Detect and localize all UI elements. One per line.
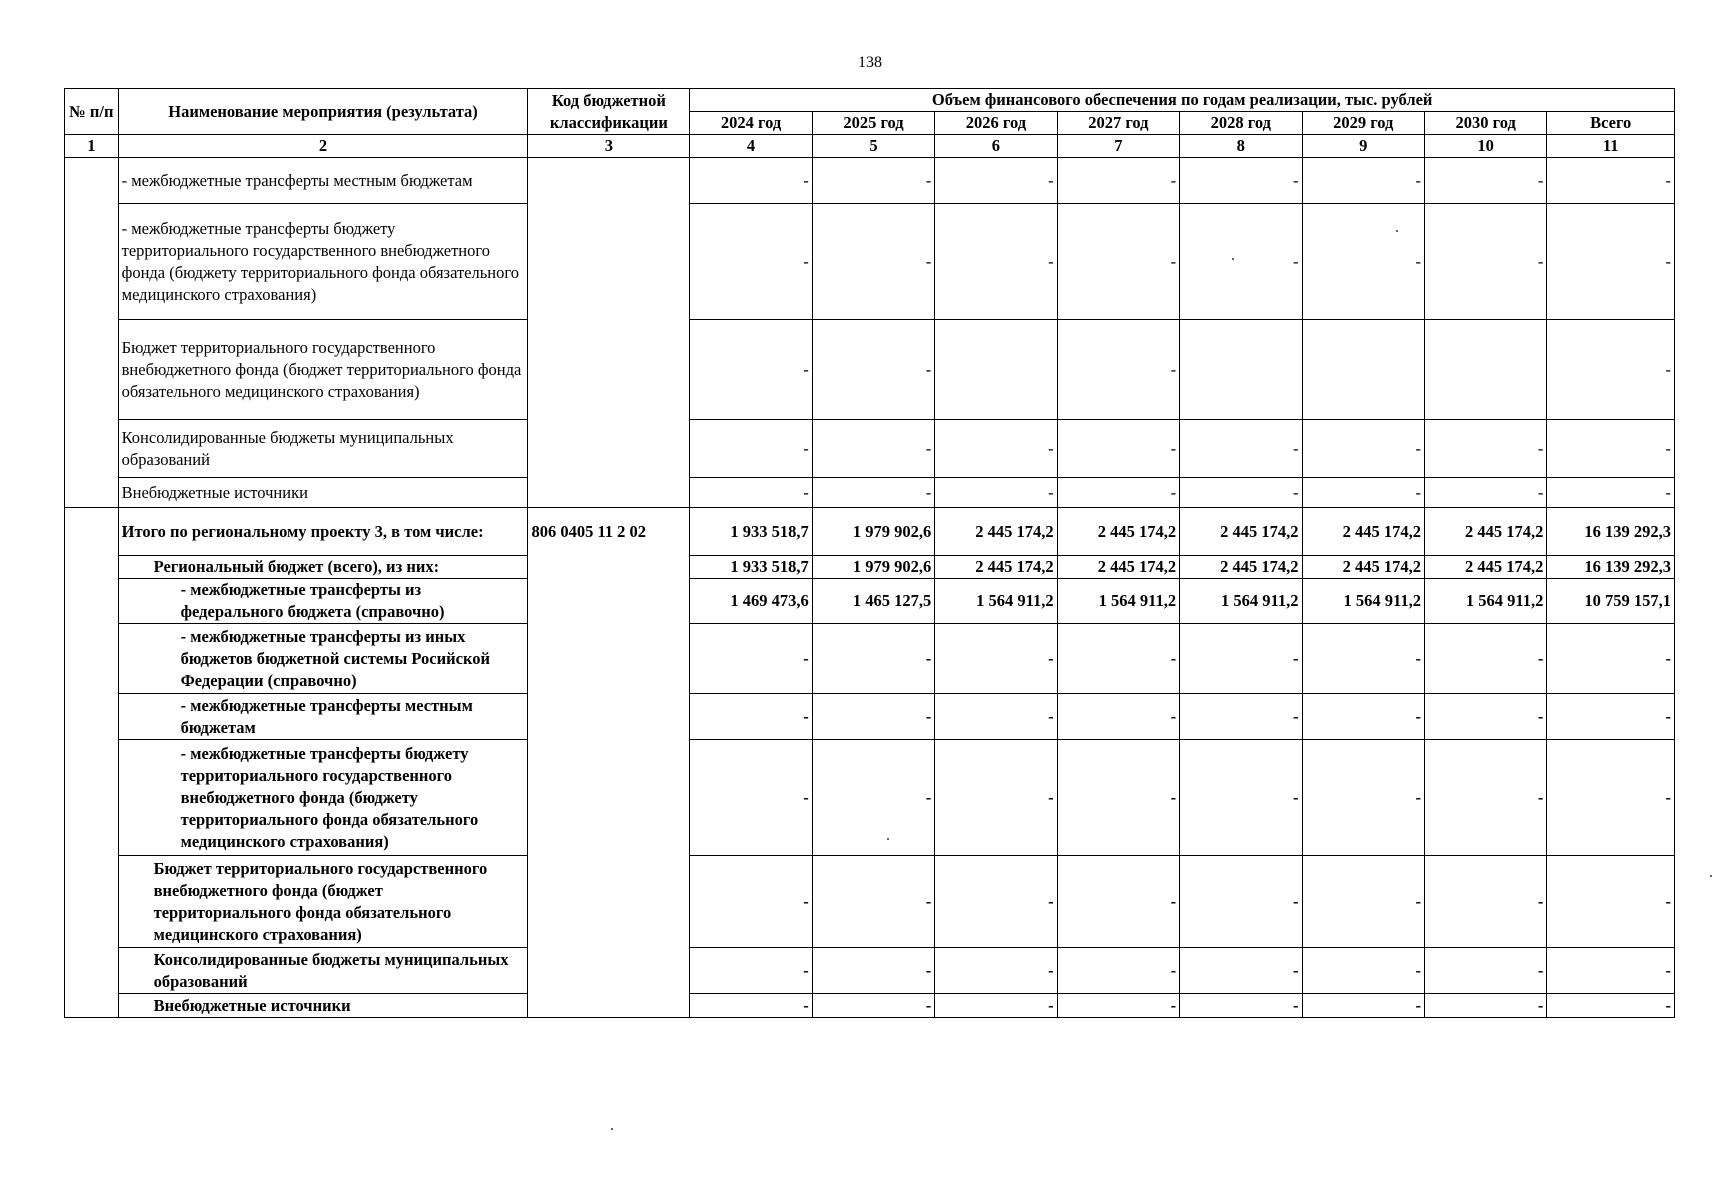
year-value: 1 979 902,6 bbox=[812, 508, 934, 556]
header-year: 2024 год bbox=[690, 112, 812, 135]
year-value: - bbox=[690, 948, 812, 994]
column-number: 5 bbox=[812, 135, 934, 158]
header-year: 2026 год bbox=[935, 112, 1057, 135]
total-value: - bbox=[1547, 994, 1675, 1018]
year-value: 2 445 174,2 bbox=[935, 508, 1057, 556]
row-label: - межбюджетные трансферты из иных бюджетов бюджетной системы Росийской Федерации (справочно) bbox=[118, 624, 528, 694]
year-value: - bbox=[1302, 740, 1424, 856]
year-value: - bbox=[1424, 994, 1546, 1018]
table-row bbox=[65, 420, 1675, 478]
header-name: Наименование мероприятия (результата) bbox=[118, 89, 528, 135]
year-value: - bbox=[1424, 694, 1546, 740]
row-number-cell bbox=[65, 508, 119, 1018]
year-value: 2 445 174,2 bbox=[1180, 556, 1302, 579]
total-value: - bbox=[1547, 948, 1675, 994]
table-row bbox=[65, 740, 1675, 856]
scan-speck bbox=[1710, 875, 1712, 877]
year-value: - bbox=[690, 994, 812, 1018]
column-number: 7 bbox=[1057, 135, 1179, 158]
total-value: - bbox=[1547, 158, 1675, 204]
budget-code-cell bbox=[528, 508, 690, 1018]
total-value: - bbox=[1547, 740, 1675, 856]
row-label: Консолидированные бюджеты муниципальных образований bbox=[118, 948, 528, 994]
year-value: - bbox=[812, 624, 934, 694]
year-value: 2 445 174,2 bbox=[1302, 508, 1424, 556]
year-value: - bbox=[1057, 694, 1179, 740]
year-value: 1 933 518,7 bbox=[690, 508, 812, 556]
year-value: - bbox=[1057, 420, 1179, 478]
row-label: - межбюджетные трансферты бюджету территориального государственного внебюджетного фонда (бюджету территориального фонда обязательного медицинского страхования) bbox=[118, 204, 528, 320]
year-value: - bbox=[1180, 856, 1302, 948]
year-value: 1 979 902,6 bbox=[812, 556, 934, 579]
year-value: 2 445 174,2 bbox=[1302, 556, 1424, 579]
year-value: - bbox=[1057, 204, 1179, 320]
total-value: - bbox=[1547, 856, 1675, 948]
row-label: Консолидированные бюджеты муниципальных образований bbox=[118, 420, 528, 478]
row-label: Итого по региональному проекту 3, в том числе: bbox=[118, 508, 528, 556]
year-value: 1 933 518,7 bbox=[690, 556, 812, 579]
row-label: - межбюджетные трансферты бюджету территориального государственного внебюджетного фонда (бюджету территориального фонда обязательного медицинского страхования) bbox=[118, 740, 528, 856]
year-value: - bbox=[935, 204, 1057, 320]
header-num: № п/п bbox=[65, 89, 119, 135]
year-value: - bbox=[1302, 624, 1424, 694]
year-value: 2 445 174,2 bbox=[1424, 556, 1546, 579]
year-value: - bbox=[935, 158, 1057, 204]
column-number-row bbox=[65, 135, 1675, 158]
header-year: 2027 год bbox=[1057, 112, 1179, 135]
bottom-section bbox=[65, 508, 1675, 1018]
header-funding: Объем финансового обеспечения по годам реализации, тыс. рублей bbox=[690, 89, 1675, 112]
year-value: - bbox=[1424, 948, 1546, 994]
year-value: - bbox=[812, 694, 934, 740]
year-value: - bbox=[812, 856, 934, 948]
column-number: 2 bbox=[118, 135, 528, 158]
year-value: 2 445 174,2 bbox=[1057, 556, 1179, 579]
year-value: - bbox=[1180, 624, 1302, 694]
scan-speck bbox=[1396, 230, 1398, 232]
year-value: - bbox=[1057, 740, 1179, 856]
total-value: - bbox=[1547, 420, 1675, 478]
table-row bbox=[65, 508, 1675, 556]
year-value: - bbox=[1302, 694, 1424, 740]
year-value: - bbox=[1424, 624, 1546, 694]
column-number: 10 bbox=[1424, 135, 1546, 158]
year-value: - bbox=[690, 694, 812, 740]
year-value: - bbox=[1424, 204, 1546, 320]
total-value: - bbox=[1547, 624, 1675, 694]
year-value: - bbox=[1057, 478, 1179, 508]
total-value: - bbox=[1547, 694, 1675, 740]
total-value: - bbox=[1547, 320, 1675, 420]
year-value: - bbox=[690, 204, 812, 320]
year-value: - bbox=[935, 994, 1057, 1018]
table-row bbox=[65, 948, 1675, 994]
year-value: - bbox=[690, 320, 812, 420]
year-value: 2 445 174,2 bbox=[1057, 508, 1179, 556]
row-number-cell bbox=[65, 158, 119, 508]
column-number: 1 bbox=[65, 135, 119, 158]
header-year: 2030 год bbox=[1424, 112, 1546, 135]
year-value: - bbox=[1057, 994, 1179, 1018]
year-value: 1 465 127,5 bbox=[812, 579, 934, 624]
year-value: - bbox=[935, 856, 1057, 948]
year-value: - bbox=[1302, 478, 1424, 508]
column-number: 6 bbox=[935, 135, 1057, 158]
year-value: - bbox=[812, 478, 934, 508]
year-value: - bbox=[1302, 158, 1424, 204]
year-value: - bbox=[690, 624, 812, 694]
column-number: 11 bbox=[1547, 135, 1675, 158]
year-value: - bbox=[812, 994, 934, 1018]
year-value: - bbox=[812, 420, 934, 478]
year-value: - bbox=[1180, 420, 1302, 478]
funding-table bbox=[64, 88, 1675, 1018]
header-code: Код бюджетной классификации bbox=[528, 89, 690, 135]
row-label: Внебюджетные источники bbox=[118, 478, 528, 508]
column-number: 9 bbox=[1302, 135, 1424, 158]
year-value: 1 469 473,6 bbox=[690, 579, 812, 624]
year-value: - bbox=[1180, 478, 1302, 508]
year-value: - bbox=[1424, 856, 1546, 948]
year-value: 2 445 174,2 bbox=[1424, 508, 1546, 556]
year-value: - bbox=[1180, 204, 1302, 320]
year-value: - bbox=[1180, 994, 1302, 1018]
table-row bbox=[65, 478, 1675, 508]
row-label: - межбюджетные трансферты из федерального бюджета (справочно) bbox=[118, 579, 528, 624]
year-value: - bbox=[1424, 740, 1546, 856]
year-value: - bbox=[1057, 948, 1179, 994]
year-value: - bbox=[1302, 948, 1424, 994]
budget-code-cell bbox=[528, 158, 690, 508]
year-value bbox=[1424, 320, 1546, 420]
year-value: 2 445 174,2 bbox=[935, 556, 1057, 579]
year-value: 2 445 174,2 bbox=[1180, 508, 1302, 556]
year-value: - bbox=[1424, 478, 1546, 508]
year-value: - bbox=[812, 204, 934, 320]
year-value: - bbox=[812, 158, 934, 204]
header-total: Всего bbox=[1547, 112, 1675, 135]
row-label: Бюджет территориального государственного внебюджетного фонда (бюджет территориального фонда обязательного медицинского страхования) bbox=[118, 856, 528, 948]
table-row bbox=[65, 579, 1675, 624]
row-label: Внебюджетные источники bbox=[118, 994, 528, 1018]
row-label: Региональный бюджет (всего), из них: bbox=[118, 556, 528, 579]
table-row bbox=[65, 320, 1675, 420]
year-value bbox=[1302, 320, 1424, 420]
year-value: - bbox=[1424, 158, 1546, 204]
year-value: - bbox=[1424, 420, 1546, 478]
year-value: - bbox=[935, 694, 1057, 740]
year-value: - bbox=[812, 320, 934, 420]
page-number: 138 bbox=[858, 54, 882, 71]
year-value: - bbox=[935, 948, 1057, 994]
year-value: - bbox=[1302, 420, 1424, 478]
year-value: - bbox=[812, 740, 934, 856]
total-value: 16 139 292,3 bbox=[1547, 556, 1675, 579]
table-row bbox=[65, 556, 1675, 579]
year-value: - bbox=[935, 740, 1057, 856]
year-value: 1 564 911,2 bbox=[1057, 579, 1179, 624]
table-row bbox=[65, 856, 1675, 948]
total-value: - bbox=[1547, 204, 1675, 320]
header-year: 2028 год bbox=[1180, 112, 1302, 135]
year-value: - bbox=[1057, 856, 1179, 948]
year-value: 1 564 911,2 bbox=[1180, 579, 1302, 624]
header-year: 2025 год bbox=[812, 112, 934, 135]
year-value: 1 564 911,2 bbox=[935, 579, 1057, 624]
header-year: 2029 год bbox=[1302, 112, 1424, 135]
column-number: 8 bbox=[1180, 135, 1302, 158]
year-value: - bbox=[690, 856, 812, 948]
table-row bbox=[65, 624, 1675, 694]
year-value: - bbox=[1057, 158, 1179, 204]
scan-speck bbox=[887, 838, 889, 840]
year-value: - bbox=[1302, 204, 1424, 320]
year-value bbox=[935, 320, 1057, 420]
column-number: 3 bbox=[528, 135, 690, 158]
table-row bbox=[65, 158, 1675, 204]
scan-speck bbox=[1232, 258, 1234, 260]
year-value: - bbox=[1057, 624, 1179, 694]
year-value: - bbox=[690, 740, 812, 856]
year-value: - bbox=[690, 420, 812, 478]
year-value: - bbox=[1180, 948, 1302, 994]
table-row bbox=[65, 694, 1675, 740]
year-value: - bbox=[1180, 740, 1302, 856]
year-value: - bbox=[1180, 694, 1302, 740]
total-value: 10 759 157,1 bbox=[1547, 579, 1675, 624]
table-row bbox=[65, 204, 1675, 320]
year-value: - bbox=[1302, 994, 1424, 1018]
year-value: 1 564 911,2 bbox=[1424, 579, 1546, 624]
year-value bbox=[1180, 320, 1302, 420]
row-label: - межбюджетные трансферты местным бюджетам bbox=[118, 694, 528, 740]
year-value: - bbox=[1302, 856, 1424, 948]
year-value: - bbox=[1180, 158, 1302, 204]
total-value: 16 139 292,3 bbox=[1547, 508, 1675, 556]
row-label: - межбюджетные трансферты местным бюджетам bbox=[118, 158, 528, 204]
table-row bbox=[65, 994, 1675, 1018]
budget-code: 806 0405 11 2 02 bbox=[531, 522, 647, 541]
year-value: - bbox=[812, 948, 934, 994]
year-value: - bbox=[690, 478, 812, 508]
year-value: - bbox=[1057, 320, 1179, 420]
year-value: - bbox=[690, 158, 812, 204]
year-value: - bbox=[935, 478, 1057, 508]
top-section bbox=[65, 158, 1675, 508]
year-value: - bbox=[935, 420, 1057, 478]
column-number: 4 bbox=[690, 135, 812, 158]
year-value: - bbox=[935, 624, 1057, 694]
total-value: - bbox=[1547, 478, 1675, 508]
row-label: Бюджет территориального государственного внебюджетного фонда (бюджет территориального фонда обязательного медицинского страхования) bbox=[118, 320, 528, 420]
scan-speck bbox=[611, 1128, 613, 1130]
year-value: 1 564 911,2 bbox=[1302, 579, 1424, 624]
